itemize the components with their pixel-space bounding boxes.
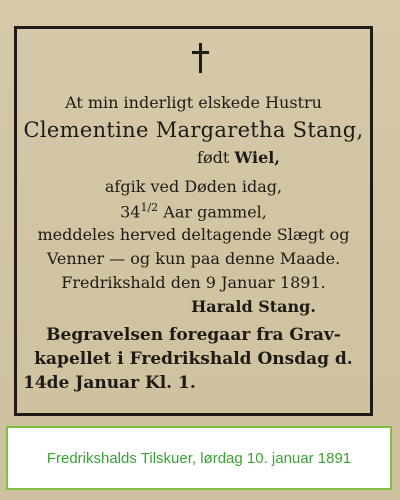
notice-line-7: Venner — og kun paa denne Maade. [46, 249, 341, 268]
age-fraction: 1/2 [140, 201, 159, 214]
notice-line-6: meddeles herved deltagende Slægt og [37, 225, 350, 244]
place-date: Fredrikshald den 9 Januar 1891. [61, 273, 326, 292]
death-notice [14, 26, 373, 416]
notice-line-1: At min inderligt elskede Hustru [65, 93, 322, 112]
notice-line-4: afgik ved Døden idag, [104, 177, 283, 196]
cross-icon [17, 43, 370, 77]
funeral-line-3: 14de Januar Kl. 1. [23, 373, 196, 393]
funeral-line-1: Begravelsen foregaar fra Grav- [46, 325, 341, 345]
born-name-line [17, 148, 370, 167]
age-whole: 34 [120, 202, 141, 222]
age-rest: Aar gammel, [158, 202, 267, 222]
born-prefix: født [197, 148, 235, 167]
source-caption: Fredrikshalds Tilskuer, lørdag 10. januar 1891 [6, 426, 392, 490]
age-line [17, 201, 370, 221]
born-name: Wiel, [234, 148, 280, 167]
funeral-line-2: kapellet i Fredrikshald Onsdag d. [34, 349, 353, 369]
deceased-name: Clementine Margaretha Stang, [23, 118, 364, 142]
signature: Harald Stang. [191, 297, 316, 316]
